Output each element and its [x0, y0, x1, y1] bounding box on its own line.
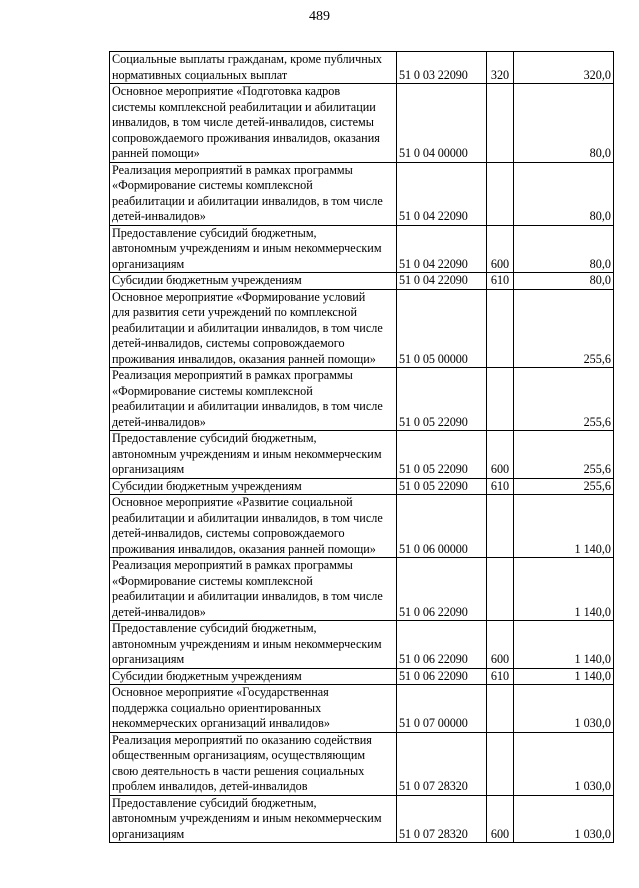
row-code-cell-text: 51 0 05 22090	[399, 478, 468, 493]
row-name-cell-text: Основное мероприятие «Государственная поддержка социально ориентированных некоммерческих организаций инвалидов»	[112, 685, 330, 730]
row-code-cell-text: 51 0 06 22090	[399, 668, 468, 683]
row-name-cell-text: Предоставление субсидий бюджетным, автономным учреждениям и иным некоммерческим организациям	[112, 225, 382, 271]
row-vr-cell-text: 610	[490, 273, 510, 287]
table-row	[110, 795, 614, 843]
row-amount-cell	[514, 162, 614, 225]
row-amount-cell	[514, 84, 614, 163]
table-row	[110, 368, 614, 431]
row-code-cell	[397, 162, 487, 225]
row-name-cell	[110, 558, 397, 621]
budget-table	[109, 51, 614, 843]
row-vr-cell-text: 600	[490, 256, 510, 271]
row-amount-cell	[514, 368, 614, 431]
row-name-cell	[110, 732, 397, 795]
row-code-cell-text: 51 0 05 22090	[399, 462, 468, 476]
row-amount-cell	[514, 225, 614, 273]
table-row	[110, 732, 614, 795]
budget-table-body	[110, 52, 614, 843]
row-name-cell	[110, 478, 397, 495]
row-vr-cell	[487, 621, 514, 669]
table-row	[110, 52, 614, 84]
row-code-cell	[397, 368, 487, 431]
row-amount-cell	[514, 668, 614, 685]
row-name-cell	[110, 795, 397, 843]
row-vr-cell-text: 320	[490, 67, 510, 82]
row-amount-cell	[514, 621, 614, 669]
row-code-cell-text: 51 0 04 22090	[399, 209, 468, 223]
row-name-cell-text: Субсидии бюджетным учреждениям	[112, 273, 302, 287]
row-vr-cell	[487, 52, 514, 84]
row-code-cell	[397, 558, 487, 621]
row-amount-cell	[514, 558, 614, 621]
row-vr-cell-text: 610	[490, 478, 510, 493]
row-vr-cell	[487, 478, 514, 495]
table-row	[110, 495, 614, 558]
row-amount-cell-text: 255,6	[583, 478, 611, 493]
row-vr-cell	[487, 795, 514, 843]
row-name-cell	[110, 495, 397, 558]
row-code-cell	[397, 273, 487, 290]
row-amount-cell-text: 80,0	[589, 273, 611, 287]
row-name-cell-text: Предоставление субсидий бюджетным, автономным учреждениям и иным некоммерческим организациям	[112, 795, 382, 841]
row-vr-cell	[487, 289, 514, 368]
row-code-cell-text: 51 0 04 22090	[399, 256, 468, 271]
row-amount-cell	[514, 478, 614, 495]
row-name-cell	[110, 685, 397, 733]
row-code-cell	[397, 225, 487, 273]
row-name-cell-text: Предоставление субсидий бюджетным, автономным учреждениям и иным некоммерческим организациям	[112, 621, 382, 666]
row-name-cell	[110, 368, 397, 431]
row-amount-cell-text: 255,6	[583, 351, 611, 366]
row-code-cell-text: 51 0 04 00000	[399, 146, 468, 160]
row-name-cell-text: Основное мероприятие «Подготовка кадров системы комплексной реабилитации и абилитации инвалидов, в том числе детей-инвалидов, системы сопровождаемого проживания инвалидов, оказания ранней помощи»	[112, 84, 380, 160]
row-vr-cell	[487, 558, 514, 621]
table-row	[110, 431, 614, 479]
row-amount-cell	[514, 431, 614, 479]
row-code-cell-text: 51 0 07 00000	[399, 716, 468, 730]
row-amount-cell-text: 80,0	[589, 146, 611, 160]
row-name-cell-text: Основное мероприятие «Формирование условий для развития сети учреждений по комплексной реабилитации и абилитации инвалидов, в том числе детей-инвалидов, системы сопровождаемого проживания инвалидов, оказания ранней помощи»	[112, 289, 383, 366]
table-row	[110, 273, 614, 290]
table-row	[110, 478, 614, 495]
row-amount-cell-text: 320,0	[583, 67, 611, 82]
table-row	[110, 162, 614, 225]
row-code-cell-text: 51 0 06 00000	[399, 541, 468, 556]
row-name-cell-text: Реализация мероприятий в рамках программы «Формирование системы комплексной реабилитации и абилитации инвалидов, в том числе детей-инвалидов»	[112, 368, 383, 429]
row-vr-cell	[487, 162, 514, 225]
row-vr-cell-text: 600	[490, 652, 510, 666]
row-amount-cell-text: 1 140,0	[574, 668, 611, 683]
row-vr-cell	[487, 685, 514, 733]
row-vr-cell	[487, 368, 514, 431]
table-row	[110, 84, 614, 163]
row-code-cell-text: 51 0 05 22090	[399, 414, 468, 429]
row-name-cell	[110, 52, 397, 84]
row-name-cell	[110, 431, 397, 479]
row-amount-cell	[514, 495, 614, 558]
row-vr-cell-text: 610	[490, 668, 510, 683]
table-row	[110, 289, 614, 368]
row-name-cell	[110, 273, 397, 290]
row-amount-cell	[514, 795, 614, 843]
row-vr-cell-text: 600	[490, 826, 510, 841]
row-amount-cell-text: 1 030,0	[574, 716, 611, 730]
row-name-cell-text: Основное мероприятие «Развитие социальной реабилитации и абилитации инвалидов, в том числе детей-инвалидов, системы сопровождаемого проживания инвалидов, оказания ранней помощи»	[112, 495, 383, 556]
row-name-cell	[110, 621, 397, 669]
row-amount-cell-text: 1 030,0	[574, 779, 611, 793]
row-vr-cell	[487, 84, 514, 163]
row-code-cell	[397, 621, 487, 669]
row-amount-cell	[514, 732, 614, 795]
row-code-cell	[397, 495, 487, 558]
row-name-cell	[110, 225, 397, 273]
row-code-cell	[397, 795, 487, 843]
row-vr-cell	[487, 732, 514, 795]
row-code-cell	[397, 478, 487, 495]
row-amount-cell	[514, 289, 614, 368]
row-code-cell-text: 51 0 06 22090	[399, 652, 468, 666]
row-name-cell	[110, 668, 397, 685]
row-vr-cell-text: 600	[490, 462, 510, 476]
row-code-cell-text: 51 0 05 00000	[399, 351, 468, 366]
row-amount-cell	[514, 52, 614, 84]
row-code-cell	[397, 431, 487, 479]
row-amount-cell	[514, 273, 614, 290]
row-name-cell	[110, 84, 397, 163]
row-name-cell-text: Предоставление субсидий бюджетным, автономным учреждениям и иным некоммерческим организациям	[112, 431, 382, 476]
page-number: 489	[309, 9, 330, 24]
row-vr-cell	[487, 668, 514, 685]
row-code-cell	[397, 732, 487, 795]
row-amount-cell-text: 1 140,0	[574, 652, 611, 666]
row-name-cell-text: Реализация мероприятий по оказанию содействия общественным организациям, осуществляющим свою деятельность в части решения социальных проблем инвалидов, детей-инвалидов	[112, 732, 372, 793]
row-amount-cell-text: 1 140,0	[574, 541, 611, 556]
row-amount-cell-text: 80,0	[589, 209, 611, 223]
row-amount-cell-text: 255,6	[583, 462, 611, 476]
row-vr-cell	[487, 495, 514, 558]
table-row	[110, 621, 614, 669]
row-name-cell	[110, 289, 397, 368]
row-vr-cell	[487, 273, 514, 290]
row-code-cell-text: 51 0 07 28320	[399, 826, 468, 841]
row-amount-cell-text: 1 140,0	[574, 604, 611, 619]
row-vr-cell	[487, 431, 514, 479]
row-amount-cell-text: 1 030,0	[574, 826, 611, 841]
row-amount-cell-text: 80,0	[589, 256, 611, 271]
row-name-cell-text: Субсидии бюджетным учреждениям	[112, 668, 302, 683]
row-code-cell	[397, 52, 487, 84]
row-code-cell-text: 51 0 07 28320	[399, 779, 468, 793]
table-row	[110, 668, 614, 685]
table-row	[110, 225, 614, 273]
row-vr-cell	[487, 225, 514, 273]
row-code-cell	[397, 84, 487, 163]
row-name-cell-text: Реализация мероприятий в рамках программы «Формирование системы комплексной реабилитации и абилитации инвалидов, в том числе детей-инвалидов»	[112, 162, 383, 223]
row-amount-cell	[514, 685, 614, 733]
row-code-cell	[397, 685, 487, 733]
row-amount-cell-text: 255,6	[583, 414, 611, 429]
table-row	[110, 558, 614, 621]
row-name-cell-text: Субсидии бюджетным учреждениям	[112, 478, 302, 493]
row-code-cell	[397, 289, 487, 368]
row-name-cell	[110, 162, 397, 225]
row-code-cell-text: 51 0 04 22090	[399, 273, 468, 287]
row-name-cell-text: Реализация мероприятий в рамках программы «Формирование системы комплексной реабилитации и абилитации инвалидов, в том числе детей-инвалидов»	[112, 558, 383, 619]
table-row	[110, 685, 614, 733]
row-code-cell-text: 51 0 06 22090	[399, 604, 468, 619]
row-code-cell-text: 51 0 03 22090	[399, 67, 468, 82]
row-code-cell	[397, 668, 487, 685]
row-name-cell-text: Социальные выплаты гражданам, кроме публичных нормативных социальных выплат	[112, 52, 382, 82]
